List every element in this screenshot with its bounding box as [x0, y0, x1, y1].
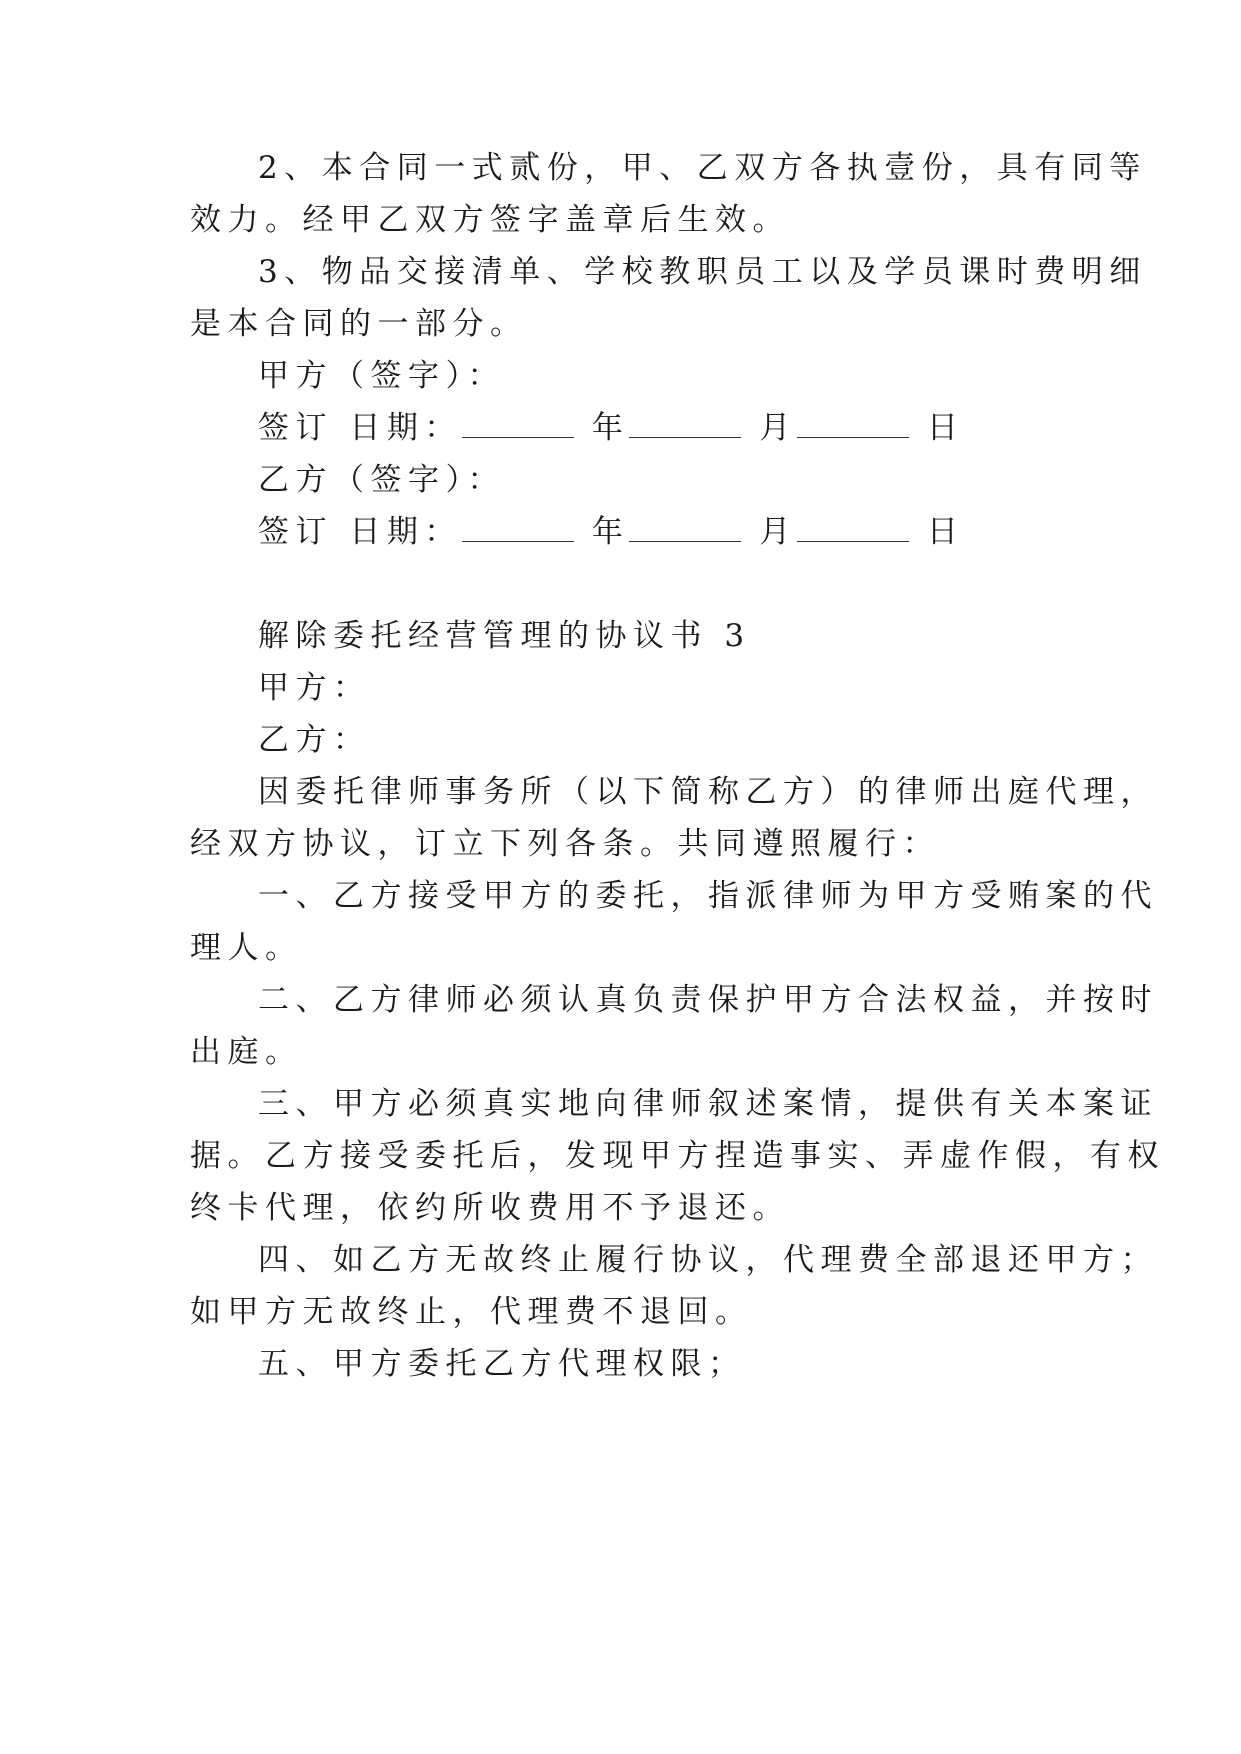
agreement-title: 解除委托经营管理的协议书 3: [258, 618, 751, 654]
date-label: 签订 日期：: [258, 410, 462, 446]
item-3-line-3: 终卡代理，依约所收费用不予退还。: [190, 1190, 790, 1226]
party-b-sign-date: [258, 512, 1138, 552]
day-blank: [797, 513, 909, 542]
month-blank: [629, 513, 741, 542]
item-2-line-2: 出庭。: [190, 1034, 303, 1070]
clause-2-line-1: 2、本合同一式贰份，甲、乙双方各执壹份，具有同等: [258, 150, 1147, 186]
item-3-line-1: 三、甲方必须真实地向律师叙述案情，提供有关本案证: [258, 1086, 1158, 1122]
item-2-line-1: 二、乙方律师必须认真负责保护甲方合法权益，并按时: [258, 982, 1158, 1018]
party-a-signature: 甲方（签字）：: [258, 358, 505, 394]
clause-3-line-2: 是本合同的一部分。: [190, 306, 528, 342]
intro-line-1: 因委托律师事务所（以下简称乙方）的律师出庭代理，: [258, 774, 1158, 810]
item-5-line-1: 五、甲方委托乙方代理权限；: [258, 1346, 746, 1382]
intro-line-2: 经双方协议，订立下列各条。共同遵照履行：: [190, 826, 940, 862]
year-label: 年: [591, 410, 630, 446]
month-label: 月: [759, 514, 797, 550]
date-label: 签订 日期：: [258, 514, 462, 550]
month-blank: [629, 409, 741, 438]
year-blank: [462, 513, 574, 542]
item-1-line-2: 理人。: [190, 930, 303, 966]
day-label: 日: [926, 514, 965, 550]
party-a-sign-date: [258, 408, 1138, 448]
day-label: 日: [926, 410, 965, 446]
item-3-line-2: 据。乙方接受委托后，发现甲方捏造事实、弄虚作假，有权: [190, 1138, 1165, 1174]
year-label: 年: [591, 514, 630, 550]
party-b-signature: 乙方（签字）：: [258, 462, 505, 498]
item-4-line-2: 如甲方无故终止，代理费不退回。: [190, 1294, 753, 1330]
party-a-label: 甲方：: [258, 670, 371, 706]
year-blank: [462, 409, 574, 438]
month-label: 月: [759, 410, 797, 446]
item-4-line-1: 四、如乙方无故终止履行协议，代理费全部退还甲方；: [258, 1242, 1158, 1278]
item-1-line-1: 一、乙方接受甲方的委托，指派律师为甲方受贿案的代: [258, 878, 1158, 914]
party-b-label: 乙方：: [258, 722, 371, 758]
clause-3-line-1: 3、物品交接清单、学校教职员工以及学员课时费明细: [258, 254, 1147, 290]
clause-2-line-2: 效力。经甲乙双方签字盖章后生效。: [190, 202, 790, 238]
day-blank: [797, 409, 909, 438]
